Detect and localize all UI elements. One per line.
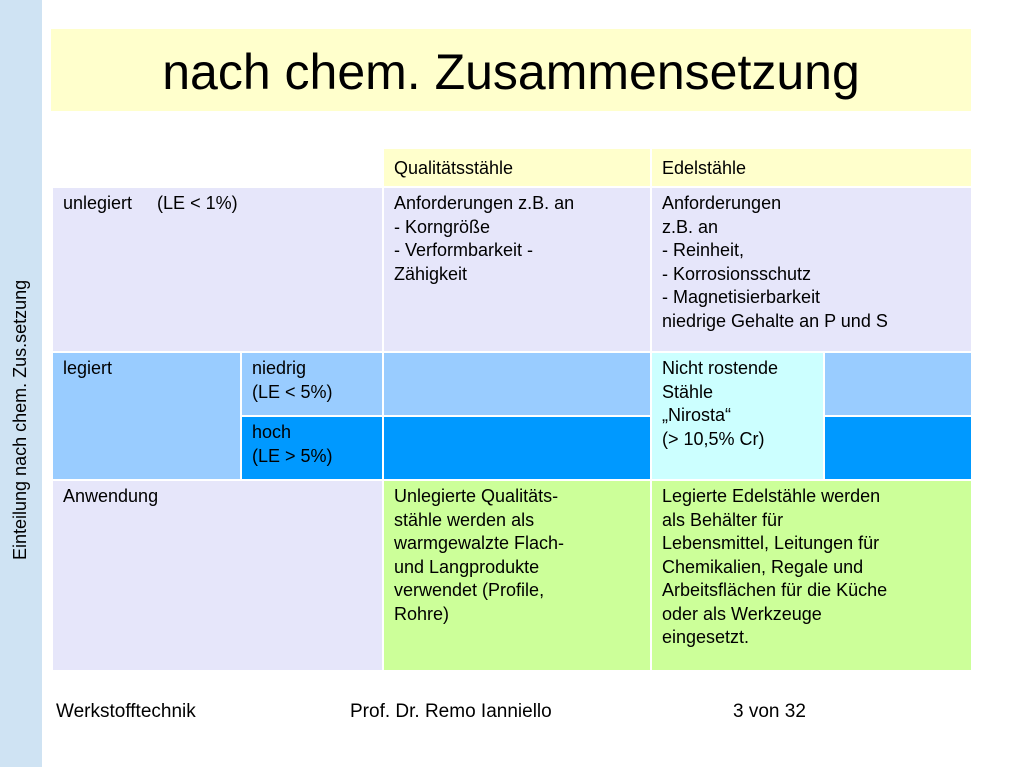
row-legiert-niedrig-noble [825,353,971,415]
row-unlegiert-label: unlegiert (LE < 1%) [53,188,382,351]
sidebar-strip [0,0,42,767]
row-anwendung-label: Anwendung [53,481,382,670]
row-anwendung-noble: Legierte Edelstähle werden als Behälter für Lebensmittel, Leitungen für Chemikalien, Regale und Arbeitsflächen für die Küche oder als Werkzeuge eingesetzt. [652,481,971,670]
row-anwendung-quality: Unlegierte Qualitäts- stähle werden als warmgewalzte Flach- und Langprodukte verwendet (Profile, Rohre) [384,481,650,670]
row-unlegiert-noble: Anforderungen z.B. an - Reinheit, - Korrosionsschutz - Magnetisierbarkeit niedrige Gehalte an P und S [652,188,971,351]
row-legiert-label: legiert [53,353,240,479]
header-noble-steels: Edelstähle [652,149,971,186]
row-legiert-hoch-noble [825,417,971,479]
row-unlegiert-quality: Anforderungen z.B. an - Korngröße - Verformbarkeit - Zähigkeit [384,188,650,351]
footer-page-number: 3 von 32 [733,701,806,722]
row-legiert-hoch-label: hoch (LE > 5%) [242,417,382,479]
footer-center: Prof. Dr. Remo Ianniello [350,701,552,722]
row-legiert-hoch-quality [384,417,650,479]
header-corner-cell [53,149,382,186]
row-legiert-niedrig-quality [384,353,650,415]
header-quality-steels: Qualitätsstähle [384,149,650,186]
page-title: nach chem. Zusammensetzung [162,44,860,100]
row-legiert-nirosta: Nicht rostende Stähle „Nirosta“ (> 10,5% Cr) [652,353,823,479]
footer-left: Werkstofftechnik [56,701,196,722]
title-banner [51,29,971,111]
sidebar-caption: Einteilung nach chem. Zus.setzung [10,279,30,560]
row-legiert-niedrig-label: niedrig (LE < 5%) [242,353,382,415]
